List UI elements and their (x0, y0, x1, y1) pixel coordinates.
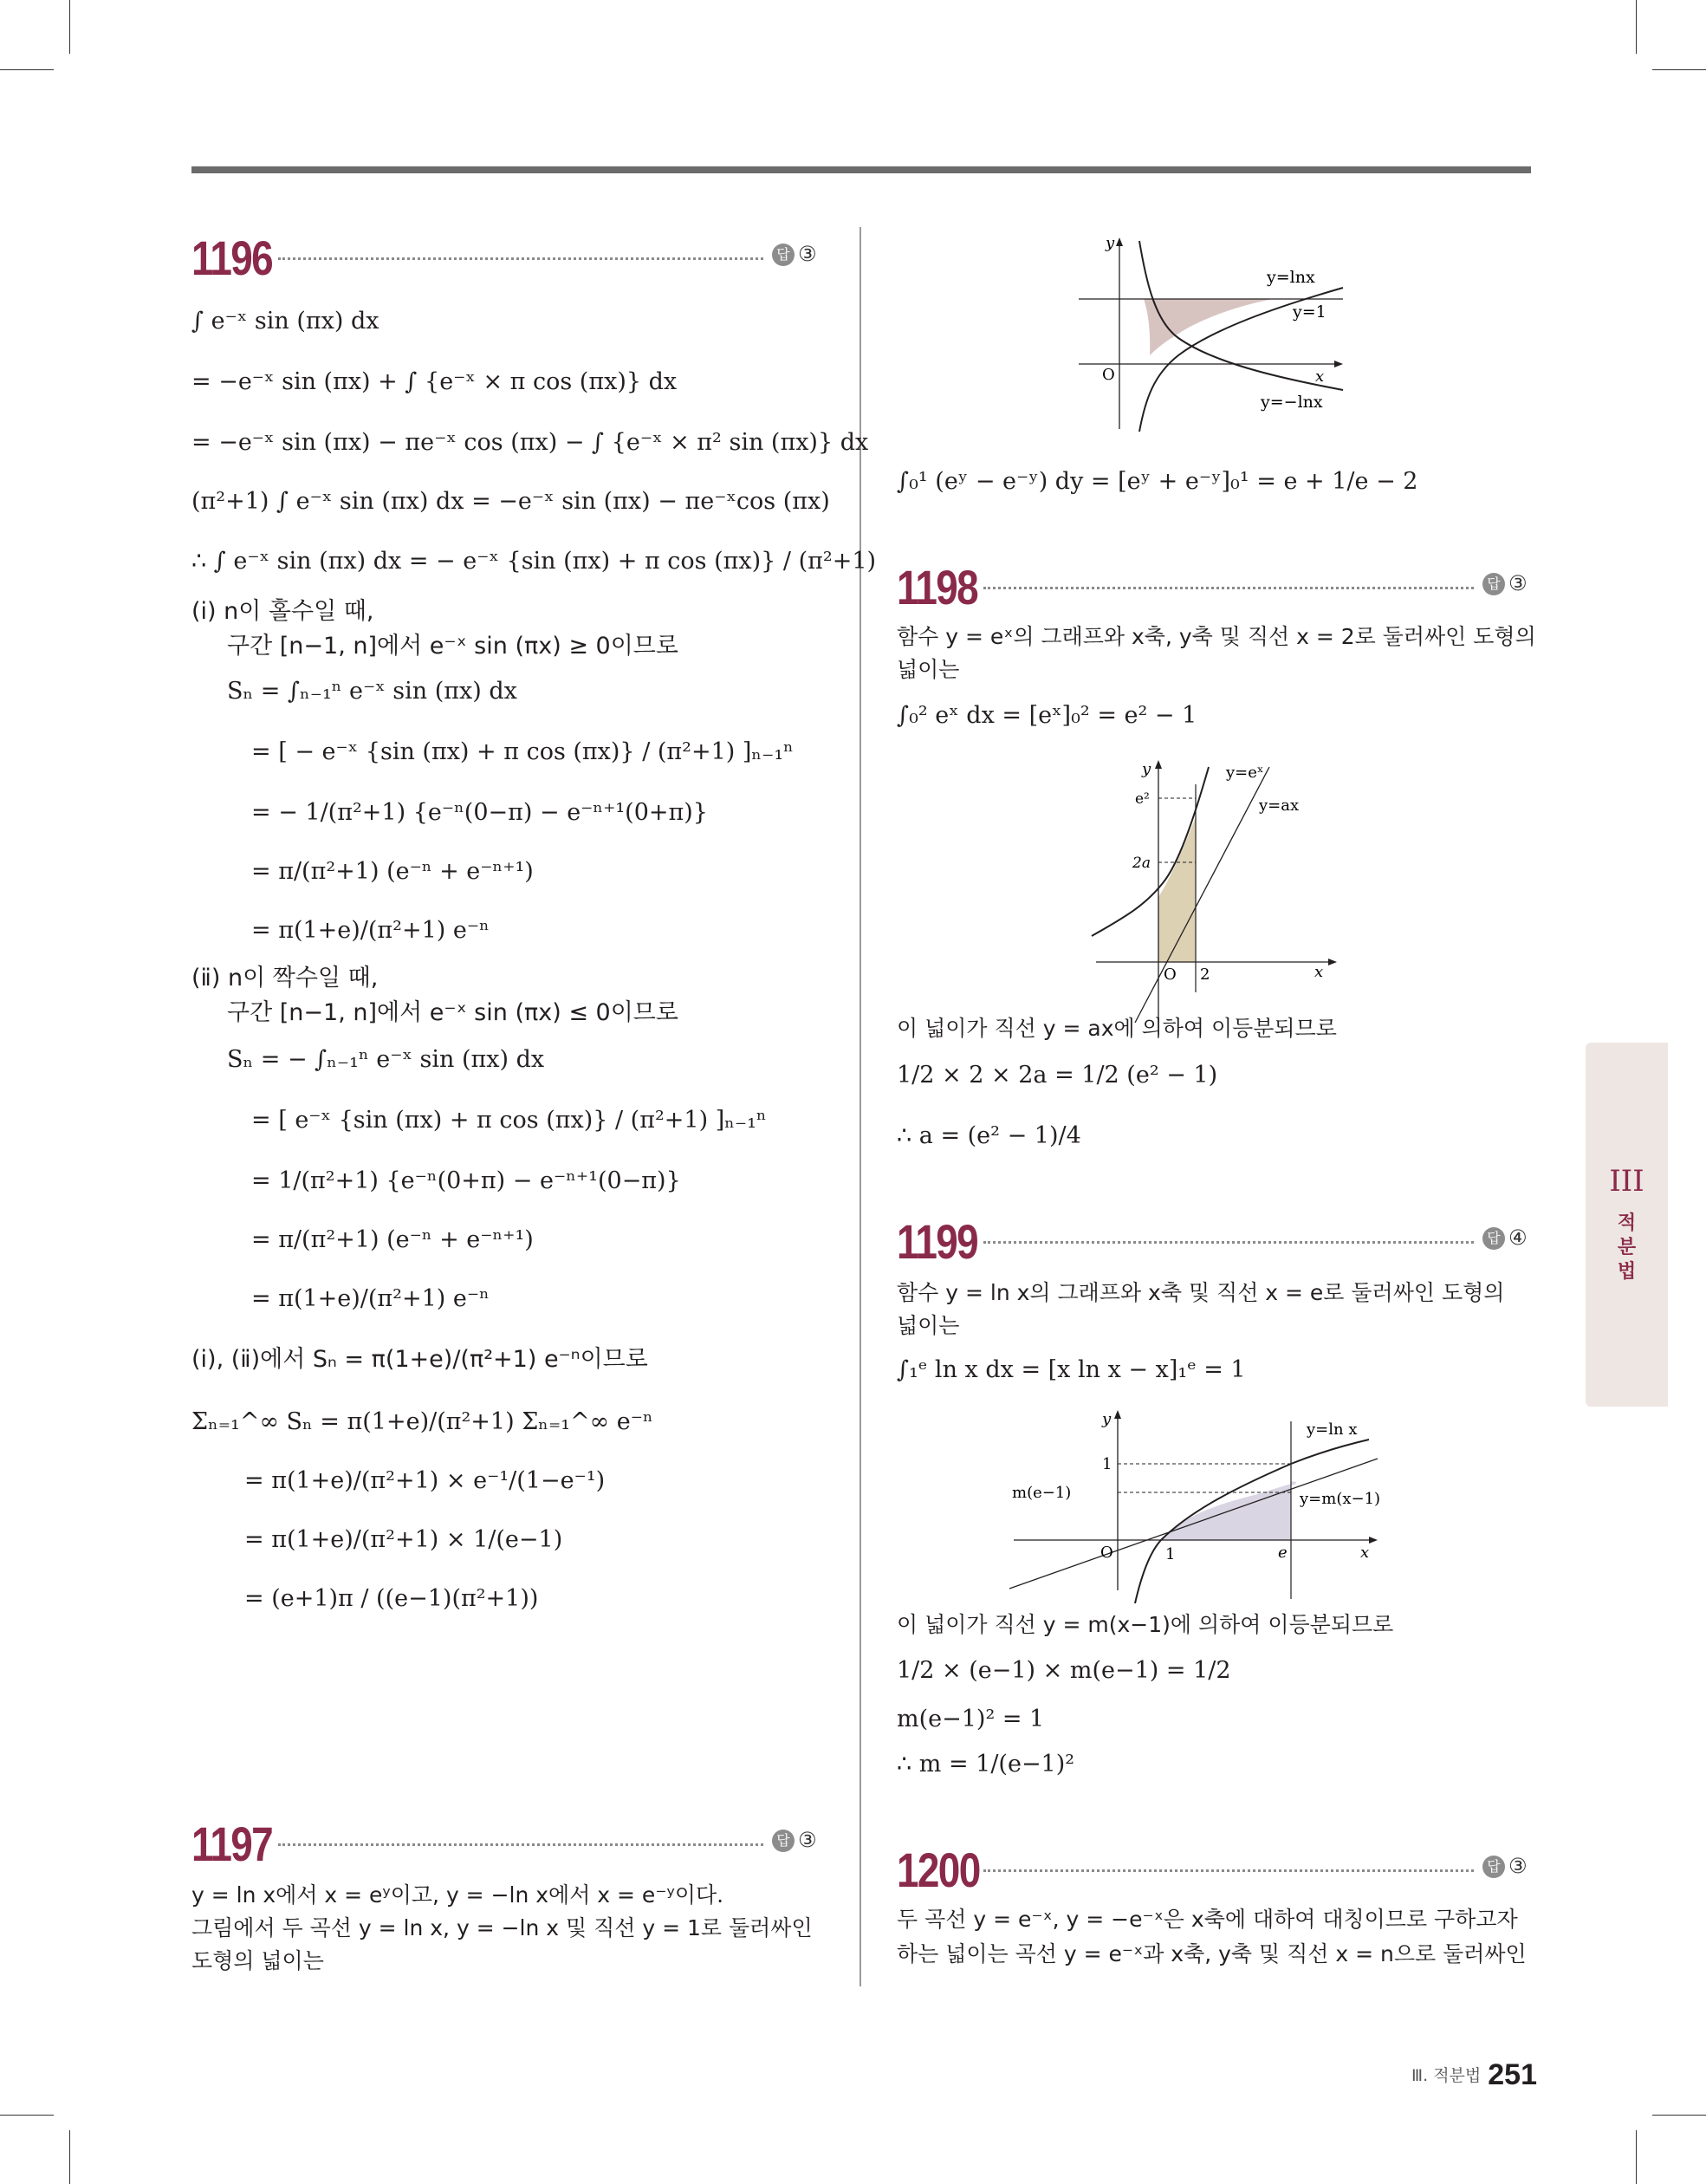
crop-mark (1636, 2130, 1637, 2184)
leader-dots (278, 1843, 763, 1846)
origin-label: O (1102, 366, 1115, 384)
solution-line: = − 1/(π²+1) {e⁻ⁿ(0−π) − e⁻ⁿ⁺¹(0+π)} (251, 799, 708, 826)
solution-line: ∴ ∫ e⁻ˣ sin (πx) dx = − e⁻ˣ {sin (πx) + π cos (πx)} / (π²+1) (191, 548, 877, 575)
problem-number: 1198 (897, 560, 978, 614)
line-label-ax: y=ax (1259, 796, 1300, 815)
solution-line: = π/(π²+1) (e⁻ⁿ + e⁻ⁿ⁺¹) (251, 858, 534, 885)
curve-label-ln-x: y=ln x (1307, 1420, 1358, 1439)
origin-label: O (1164, 965, 1177, 984)
solution-line: = π/(π²+1) (e⁻ⁿ + e⁻ⁿ⁺¹) (251, 1226, 534, 1253)
problem-number: 1200 (897, 1843, 980, 1897)
shaded-region (1158, 817, 1196, 962)
leader-dots (983, 1241, 1474, 1244)
graph-1199 (1005, 1408, 1404, 1608)
problem-line: 넓이는 (897, 1313, 960, 1338)
problem-1198-header (897, 559, 1531, 620)
y-axis-arrow (1114, 1410, 1121, 1419)
y-axis-arrow (1116, 237, 1123, 246)
problem-number: 1197 (191, 1817, 273, 1871)
problem-line: 넓이는 (897, 657, 960, 682)
axis-label-x: x (1315, 367, 1325, 386)
shaded-region (1144, 299, 1274, 355)
solution-line: m(e−1)² = 1 (897, 1706, 1045, 1732)
curve-label-neg-ln-x: y=−lnx (1261, 393, 1323, 412)
problem-line: 하는 넓이는 곡선 y = e⁻ˣ과 x축, y축 및 직선 x = n으로 둘러싸인 (897, 1941, 1527, 1966)
answer-badge (772, 242, 817, 266)
leader-dots (983, 1869, 1474, 1872)
answer-value: ③ (798, 242, 817, 266)
answer-value: ③ (798, 1828, 817, 1852)
tick-label-2a: 2a (1132, 855, 1151, 872)
answer-icon: 답 (1482, 573, 1505, 595)
solution-line: Sₙ = ∫ₙ₋₁ⁿ e⁻ˣ sin (πx) dx (227, 678, 517, 705)
curve-label-ln-x: y=lnx (1267, 268, 1315, 287)
leader-dots (983, 587, 1474, 589)
chapter-side-tab (1586, 1043, 1668, 1407)
tick-label-m-e-1: m(e−1) (1012, 1484, 1072, 1502)
leader-dots (278, 257, 763, 260)
chapter-title-char: 분 (1617, 1237, 1637, 1258)
crop-mark (0, 69, 54, 70)
page-footer (1411, 2058, 1537, 2092)
tick-label-e: e (1278, 1544, 1288, 1562)
solution-line: (ⅱ) n이 짝수일 때, (191, 965, 379, 991)
crop-mark (1636, 0, 1637, 54)
solution-line: = π(1+e)/(π²+1) × e⁻¹/(1−e⁻¹) (244, 1467, 606, 1494)
tick-label-2: 2 (1200, 965, 1210, 984)
answer-icon: 답 (1482, 1227, 1505, 1250)
line-m-x-1 (1009, 1459, 1381, 1589)
tick-label-y-1: 1 (1102, 1455, 1112, 1473)
solution-line: 1/2 × (e−1) × m(e−1) = 1/2 (897, 1657, 1231, 1684)
axis-label-y: y (1102, 1410, 1112, 1428)
answer-value: ③ (1508, 571, 1528, 595)
solution-line: = (e+1)π / ((e−1)(π²+1)) (244, 1585, 539, 1612)
answer-value: ④ (1508, 1225, 1528, 1250)
solution-line: = 1/(π²+1) {e⁻ⁿ(0+π) − e⁻ⁿ⁺¹(0−π)} (251, 1167, 681, 1194)
solution-line: ∫ e⁻ˣ sin (πx) dx (191, 308, 379, 335)
answer-badge (1482, 1225, 1528, 1250)
crop-mark (69, 2130, 70, 2184)
axis-label-x: x (1314, 963, 1324, 981)
solution-line: 구간 [n−1, n]에서 e⁻ˣ sin (πx) ≤ 0이므로 (227, 999, 678, 1026)
column-divider (859, 227, 861, 1986)
top-rule (191, 166, 1531, 173)
curve-label-exp: y=eˣ (1226, 764, 1264, 782)
problem-number: 1196 (191, 231, 273, 285)
graph-1197 (1074, 234, 1360, 433)
solution-line: = π(1+e)/(π²+1) × 1/(e−1) (244, 1526, 563, 1553)
axis-label-y: y (1142, 760, 1151, 778)
solution-line: 도형의 넓이는 (191, 1948, 324, 1973)
solution-line: (π²+1) ∫ e⁻ˣ sin (πx) dx = −e⁻ˣ sin (πx) − πe⁻ˣcos (πx) (191, 488, 830, 515)
problem-line: 두 곡선 y = e⁻ˣ, y = −e⁻ˣ은 x축에 대하여 대칭이므로 구하고자 (897, 1907, 1518, 1932)
tick-label-e2: e² (1135, 790, 1150, 808)
graph-1198 (1087, 758, 1347, 1027)
chapter-title-char: 법 (1617, 1261, 1637, 1283)
solution-line: (ⅰ), (ⅱ)에서 Sₙ = π(1+e)/(π²+1) e⁻ⁿ이므로 (191, 1346, 648, 1373)
problem-line: 함수 y = eˣ의 그래프와 x축, y축 및 직선 x = 2로 둘러싸인 도형의 (897, 624, 1536, 649)
axis-label-y: y (1106, 234, 1115, 252)
crop-mark (69, 0, 70, 54)
problem-1199-header (897, 1213, 1531, 1274)
crop-mark (0, 2115, 54, 2116)
chapter-title (1586, 1212, 1668, 1284)
problem-line: ∫₀² eˣ dx = [eˣ]₀² = e² − 1 (897, 702, 1197, 729)
line-ax (1135, 767, 1269, 1023)
answer-icon: 답 (772, 244, 795, 266)
problem-line: 함수 y = ln x의 그래프와 x축 및 직선 x = e로 둘러싸인 도형의 (897, 1280, 1505, 1305)
solution-line: Sₙ = − ∫ₙ₋₁ⁿ e⁻ˣ sin (πx) dx (227, 1046, 545, 1073)
answer-badge (1482, 1854, 1528, 1878)
solution-line: 이 넓이가 직선 y = m(x−1)에 의하여 이등분되므로 (897, 1612, 1394, 1637)
line-label-m-x-1: y=m(x−1) (1300, 1490, 1381, 1508)
origin-label: O (1100, 1544, 1113, 1562)
problem-1197-header (191, 1816, 824, 1876)
answer-icon: 답 (772, 1830, 795, 1852)
solution-line: 1/2 × 2 × 2a = 1/2 (e² − 1) (897, 1062, 1218, 1089)
tick-label-x-1: 1 (1165, 1545, 1176, 1563)
solution-line: y = ln x에서 x = eʸ이고, y = −ln x에서 x = e⁻ʸ이다. (191, 1882, 724, 1908)
x-axis-arrow (1334, 361, 1343, 367)
x-axis-arrow (1369, 1537, 1378, 1544)
solution-line: ∴ m = 1/(e−1)² (897, 1751, 1075, 1778)
solution-line: = −e⁻ˣ sin (πx) − πe⁻ˣ cos (πx) − ∫ {e⁻ˣ × π² sin (πx)} dx (191, 429, 869, 456)
problem-line: ∫₁ᵉ ln x dx = [x ln x − x]₁ᵉ = 1 (897, 1356, 1246, 1383)
page-number: 251 (1488, 2058, 1537, 2091)
solution-line: Σₙ₌₁^∞ Sₙ = π(1+e)/(π²+1) Σₙ₌₁^∞ e⁻ⁿ (191, 1408, 653, 1435)
problem-number: 1199 (897, 1214, 978, 1269)
solution-line: = π(1+e)/(π²+1) e⁻ⁿ (251, 1285, 490, 1312)
running-footer: Ⅲ. 적분법 (1411, 2066, 1482, 2085)
solution-result: ∫₀¹ (eʸ − e⁻ʸ) dy = [eʸ + e⁻ʸ]₀¹ = e + 1/e − 2 (897, 468, 1418, 495)
axis-label-x: x (1360, 1544, 1370, 1562)
line-label-y-1: y=1 (1293, 302, 1327, 322)
solution-line: = −e⁻ˣ sin (πx) + ∫ {e⁻ˣ × π cos (πx)} dx (191, 368, 678, 395)
solution-line: 이 넓이가 직선 y = ax에 의하여 이등분되므로 (897, 1016, 1337, 1041)
x-axis-arrow (1328, 959, 1337, 965)
solution-line: = π(1+e)/(π²+1) e⁻ⁿ (251, 917, 490, 944)
answer-badge (772, 1828, 817, 1852)
problem-1196-header (191, 230, 824, 290)
solution-line: = [ − e⁻ˣ {sin (πx) + π cos (πx)} / (π²+1) ]ₙ₋₁ⁿ (251, 738, 794, 765)
answer-value: ③ (1508, 1854, 1528, 1878)
solution-line: 구간 [n−1, n]에서 e⁻ˣ sin (πx) ≥ 0이므로 (227, 633, 678, 660)
problem-1200-header (897, 1842, 1531, 1902)
answer-icon: 답 (1482, 1856, 1505, 1878)
y-axis-arrow (1155, 760, 1162, 769)
chapter-roman: III (1609, 1164, 1644, 1199)
solution-line: (ⅰ) n이 홀수일 때, (191, 598, 374, 625)
solution-line: 그림에서 두 곡선 y = ln x, y = −ln x 및 직선 y = 1로 둘러싸인 (191, 1915, 813, 1940)
solution-line: ∴ a = (e² − 1)/4 (897, 1122, 1081, 1149)
crop-mark (1652, 2115, 1706, 2116)
answer-badge (1482, 571, 1528, 595)
chapter-title-char: 적 (1617, 1212, 1637, 1234)
solution-line: = [ e⁻ˣ {sin (πx) + π cos (πx)} / (π²+1) ]ₙ₋₁ⁿ (251, 1107, 767, 1134)
crop-mark (1652, 69, 1706, 70)
